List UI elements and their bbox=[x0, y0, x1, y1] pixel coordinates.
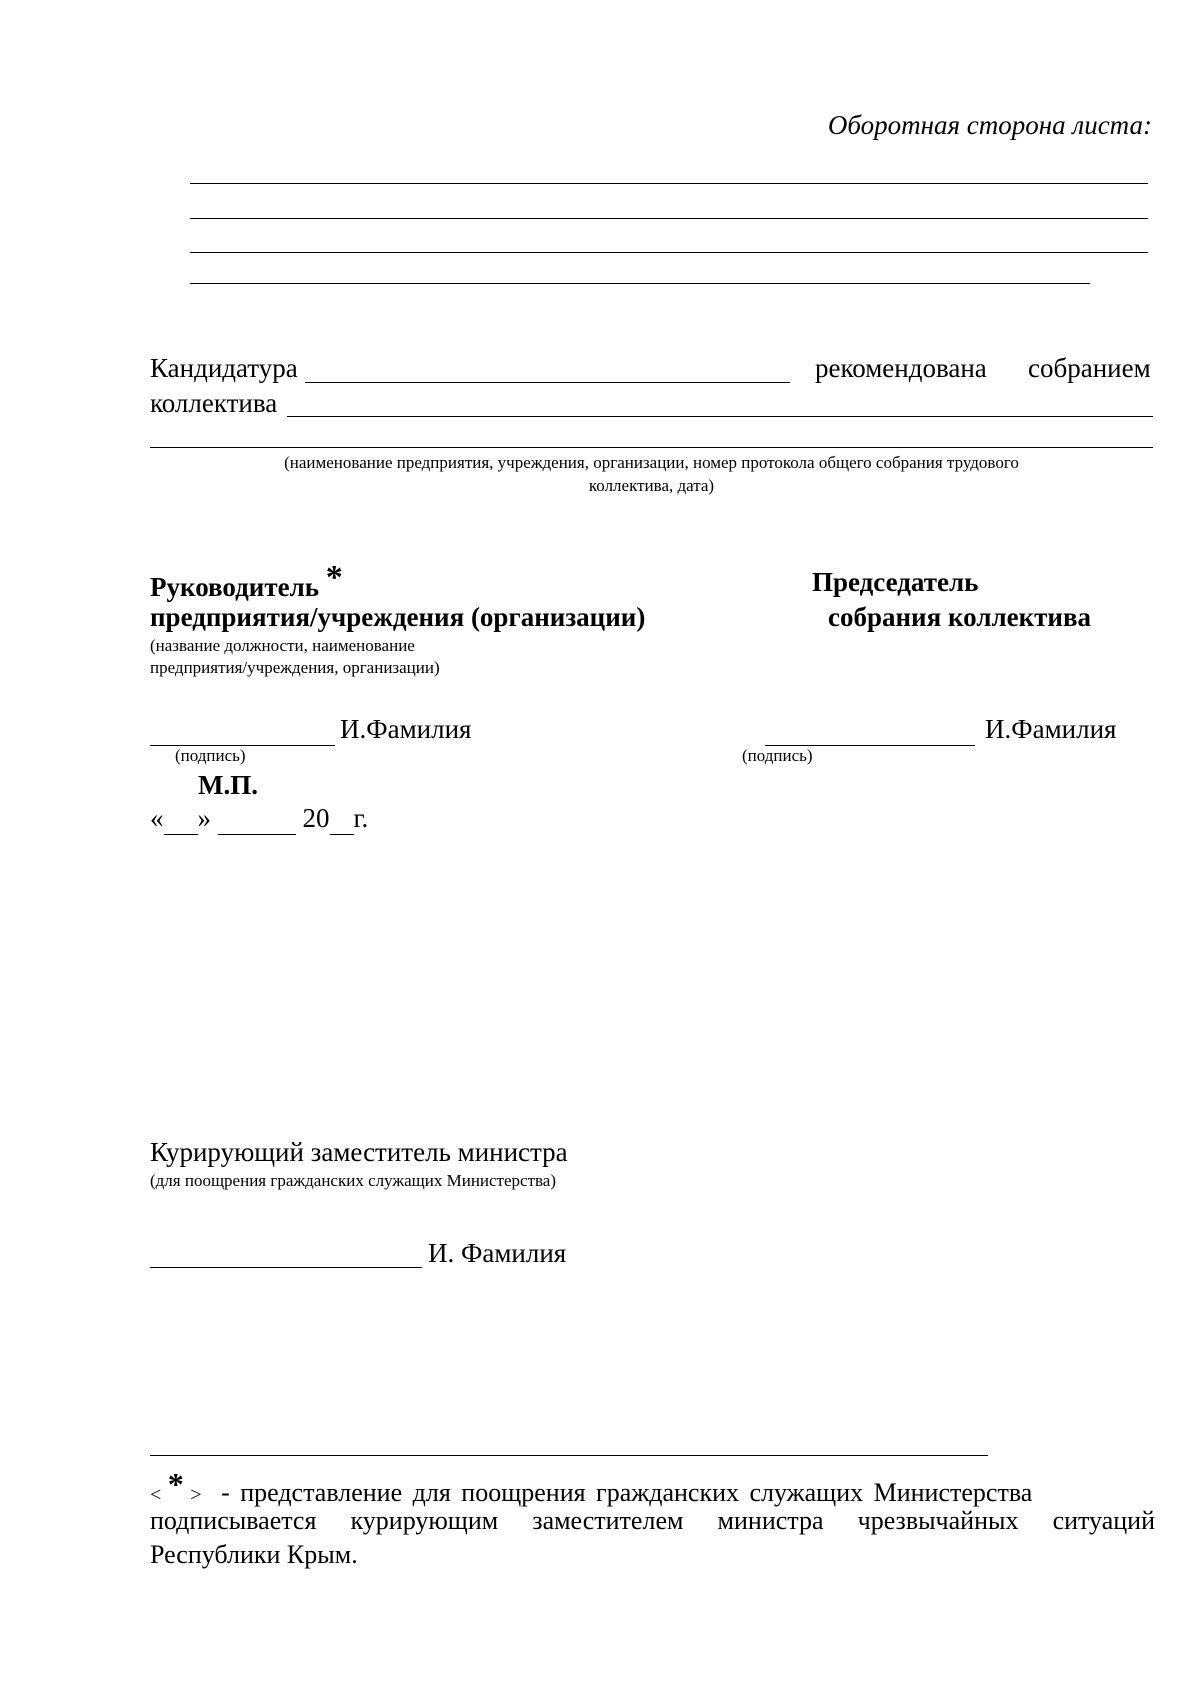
candidacy-caption-line-2: коллектива, дата) bbox=[588, 476, 715, 495]
page-heading: Оборотная сторона листа: bbox=[827, 110, 1152, 140]
date-year-prefix: 20 bbox=[302, 803, 330, 833]
footnote-separator bbox=[150, 1455, 988, 1456]
stamp-placeholder: М.П. bbox=[198, 770, 258, 800]
date-day-field bbox=[164, 803, 198, 835]
blank-line-4 bbox=[190, 283, 1090, 284]
candidacy-caption-line-1: (наименование предприятия, учреждения, организации, номер протокола общего собрания трудового bbox=[284, 453, 1019, 472]
deputy-note: (для поощрения гражданских служащих Министерства) bbox=[150, 1171, 557, 1190]
collective-field bbox=[287, 416, 1153, 417]
head-title-line-1: Руководитель * bbox=[150, 559, 343, 602]
deputy-signature-line bbox=[150, 1267, 422, 1268]
head-note-line-1: (название должности, наименование bbox=[150, 636, 415, 655]
footnote-marker-open: < bbox=[150, 1484, 162, 1506]
date-open-quote: « bbox=[150, 803, 164, 833]
chair-title-line-2: собрания коллектива bbox=[828, 602, 1092, 632]
date-year-suffix: г. bbox=[353, 803, 369, 833]
footnote-asterisk: * bbox=[167, 1466, 184, 1502]
blank-line-2 bbox=[190, 218, 1148, 219]
blank-line-1 bbox=[190, 183, 1148, 184]
chair-name: И.Фамилия bbox=[985, 714, 1117, 744]
head-name: И.Фамилия bbox=[340, 714, 472, 744]
chair-title-line-1: Председатель bbox=[812, 567, 979, 597]
candidacy-label: Кандидатура bbox=[150, 353, 298, 383]
head-signature-label: (подпись) bbox=[175, 746, 246, 765]
deputy-title: Курирующий заместитель министра bbox=[150, 1137, 568, 1167]
date-year-field bbox=[330, 803, 354, 835]
head-note-line-2: предприятия/учреждения, организации) bbox=[150, 658, 440, 677]
deputy-name: И. Фамилия bbox=[428, 1238, 567, 1268]
date-line bbox=[150, 803, 368, 835]
footnote-marker-close: > bbox=[190, 1484, 202, 1506]
asterisk-mark: * bbox=[325, 559, 343, 596]
footnote-line-3: Республики Крым. bbox=[150, 1540, 358, 1569]
date-close-quote: » bbox=[197, 803, 211, 833]
collective-label: коллектива bbox=[150, 388, 278, 418]
collective-field-line-2 bbox=[150, 447, 1153, 448]
head-title-line-2: предприятия/учреждения (организации) bbox=[150, 602, 646, 632]
candidacy-name-field bbox=[305, 382, 790, 383]
chair-signature-label: (подпись) bbox=[742, 746, 813, 765]
footnote-text-1: - представление для поощрения гражданских служащих Министерства bbox=[221, 1478, 1033, 1507]
by-meeting-word: собранием bbox=[1028, 353, 1151, 383]
blank-line-3 bbox=[190, 252, 1148, 253]
recommended-word: рекомендована bbox=[815, 353, 987, 383]
footnote-line-1 bbox=[150, 1466, 1155, 1509]
date-month-field bbox=[218, 803, 296, 835]
footnote-line-2: подписывается курирующим заместителем министра чрезвычайных ситуаций bbox=[150, 1506, 1155, 1535]
